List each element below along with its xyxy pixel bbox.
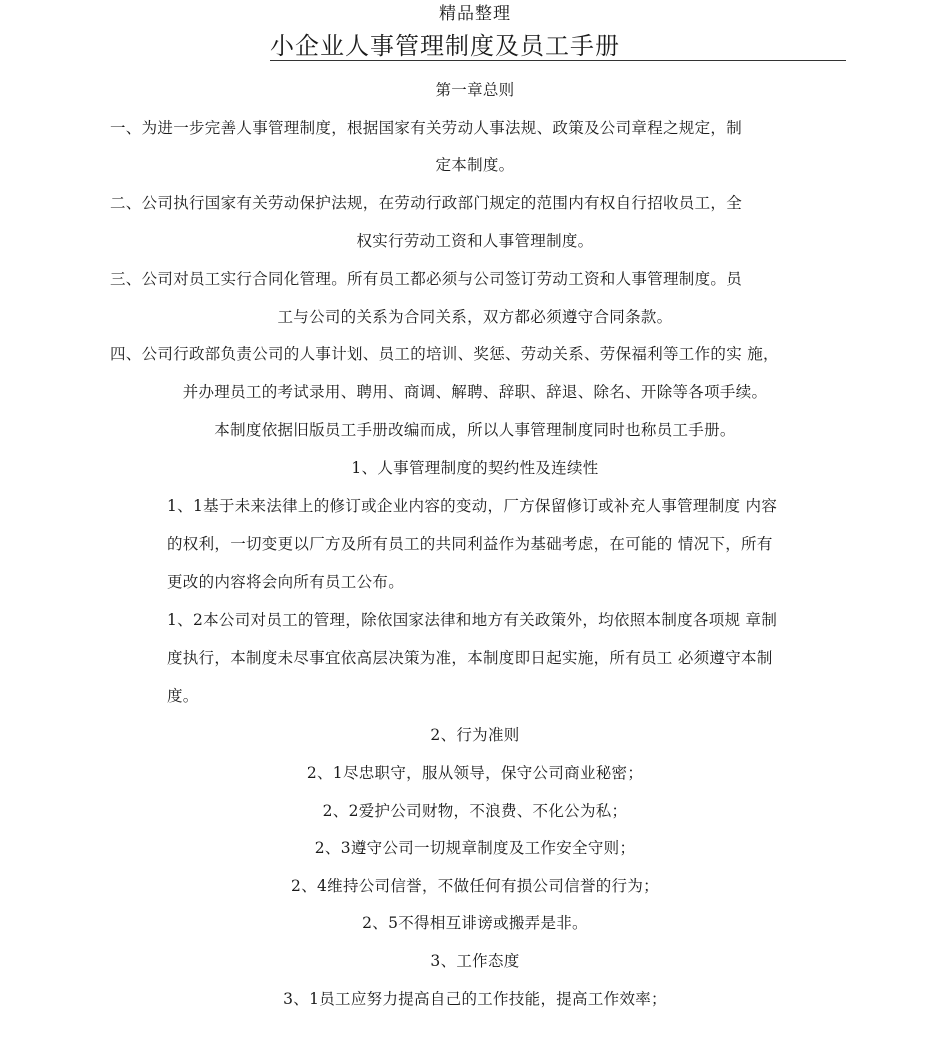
article-4-line-2: 并办理员工的考试录用、聘用、商调、解聘、辞职、辞退、除名、开除等各项手续。 bbox=[182, 383, 768, 401]
page-header: 精品整理 bbox=[439, 4, 511, 24]
section-1-1-line-1: 1、1基于未来法律上的修订或企业内容的变动，厂方保留修订或补充人事管理制度 内容 bbox=[167, 497, 778, 515]
section-2-heading: 2、行为准则 bbox=[430, 726, 520, 744]
article-1-line-2: 定本制度。 bbox=[435, 156, 515, 174]
article-2-line-1: 二、公司执行国家有关劳动保护法规，在劳动行政部门规定的范围内有权自行招收员工，全 bbox=[110, 194, 743, 212]
section-2-item-1: 2、1尽忠职守，服从领导，保守公司商业秘密； bbox=[306, 764, 644, 782]
article-3-line-2: 工与公司的关系为合同关系，双方都必须遵守合同条款。 bbox=[277, 308, 673, 326]
article-2-line-2: 权实行劳动工资和人事管理制度。 bbox=[356, 232, 594, 250]
section-2-item-2: 2、2爱护公司财物，不浪费、不化公为私； bbox=[322, 802, 628, 820]
section-1-2-line-2: 度执行，本制度未尽事宜依高层决策为准，本制度即日起实施，所有员工 必须遵守本制 bbox=[167, 649, 773, 667]
article-1-line-1: 一、为进一步完善人事管理制度，根据国家有关劳动人事法规、政策及公司章程之规定，制 bbox=[110, 119, 743, 137]
section-1-1-line-2: 的权利，一切变更以厂方及所有员工的共同利益作为基础考虑，在可能的 情况下，所有 bbox=[167, 535, 773, 553]
handbook-note: 本制度依据旧版员工手册改编而成，所以人事管理制度同时也称员工手册。 bbox=[214, 421, 736, 439]
section-3-heading: 3、工作态度 bbox=[430, 952, 520, 970]
document-title: 小企业人事管理制度及员工手册 bbox=[270, 32, 620, 60]
section-3-item-1: 3、1员工应努力提高自己的工作技能，提高工作效率； bbox=[283, 990, 667, 1008]
section-1-heading: 1、人事管理制度的契约性及连续性 bbox=[351, 459, 599, 477]
section-1-2-line-3: 度。 bbox=[167, 687, 199, 705]
document-title-underline bbox=[270, 34, 846, 61]
section-2-item-4: 2、4维持公司信誉，不做任何有损公司信誉的行为； bbox=[291, 877, 659, 895]
article-4-line-1: 四、公司行政部负责公司的人事计划、员工的培训、奖惩、劳动关系、劳保福利等工作的实 施， bbox=[110, 345, 779, 363]
chapter-heading: 第一章总则 bbox=[435, 81, 515, 99]
section-2-item-3: 2、3遵守公司一切规章制度及工作安全守则； bbox=[314, 839, 636, 857]
article-3-line-1: 三、公司对员工实行合同化管理。所有员工都必须与公司签订劳动工资和人事管理制度。员 bbox=[110, 270, 743, 288]
section-2-item-5: 2、5不得相互诽谤或搬弄是非。 bbox=[362, 914, 588, 932]
section-1-1-line-3: 更改的内容将会向所有员工公布。 bbox=[167, 573, 405, 591]
section-1-2-line-1: 1、2本公司对员工的管理，除依国家法律和地方有关政策外，均依照本制度各项规 章制 bbox=[167, 611, 778, 629]
